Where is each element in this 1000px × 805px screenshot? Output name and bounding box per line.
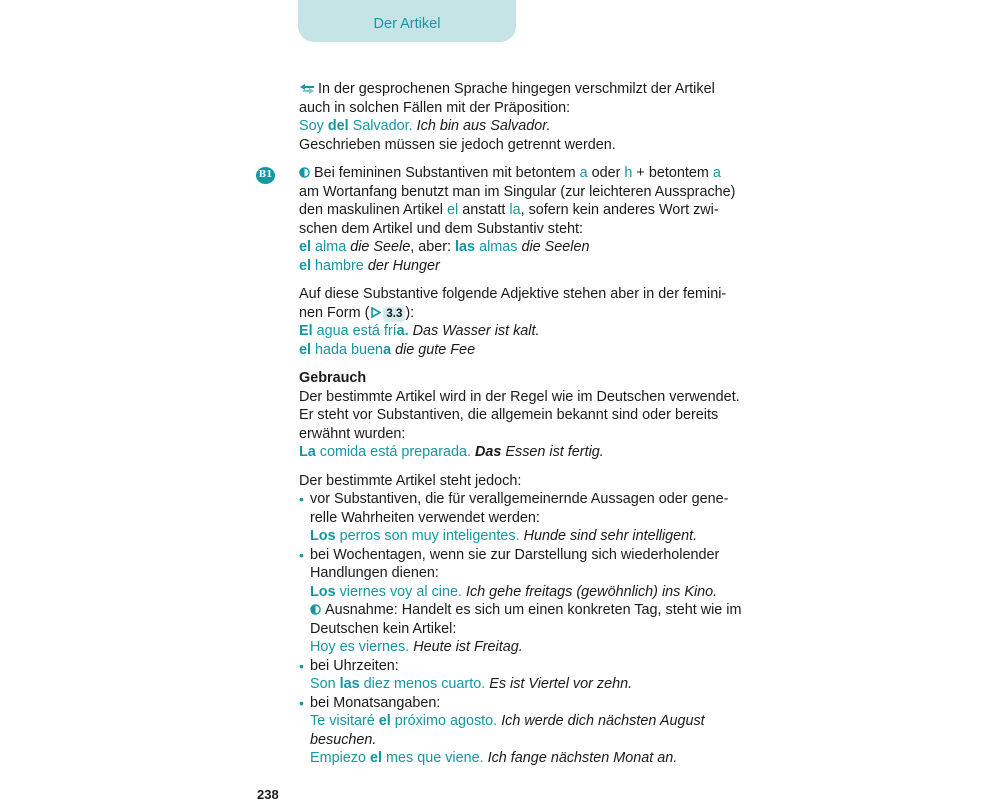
letter-a: a xyxy=(712,165,721,181)
feminine-text: den maskulinen Artikel xyxy=(299,202,443,218)
example-spanish: Son xyxy=(310,676,336,692)
adjectives-paragraph xyxy=(299,285,759,359)
example-german: Ich bin aus Salvador. xyxy=(416,118,551,134)
exception-note xyxy=(310,601,759,620)
example-article: las xyxy=(455,239,476,255)
example-ending: a. xyxy=(396,323,409,339)
feminine-text: Bei femininen Substantiven mit betontem xyxy=(314,165,576,181)
example-german: Ich fange nächsten Monat an. xyxy=(487,750,678,766)
example-article: el xyxy=(299,257,312,274)
example-article: las xyxy=(339,676,360,692)
reference-arrow-icon xyxy=(371,307,381,318)
example-article: el xyxy=(370,750,383,766)
list-item-text: Handlungen dienen: xyxy=(310,565,439,581)
usage-line-2: Er steht vor Substantiven, die allgemein bekannt sind oder bereits xyxy=(299,407,719,423)
example-article: el xyxy=(299,239,312,255)
example-german: besuchen. xyxy=(310,731,377,748)
list-item-example xyxy=(310,712,759,731)
example-german: Das Wasser ist kalt. xyxy=(412,323,540,339)
main-column xyxy=(299,80,759,768)
example-article: El xyxy=(299,323,313,339)
level-badge: B1 xyxy=(256,167,275,184)
list-item-text: bei Uhrzeiten: xyxy=(310,657,399,674)
adjectives-example-2 xyxy=(299,341,759,360)
example-spanish: Empiezo xyxy=(310,750,366,766)
adjectives-text: ): xyxy=(405,304,415,321)
list-item xyxy=(299,694,759,768)
cross-reference-link[interactable]: 3.3 xyxy=(383,307,405,322)
example-spanish: almas xyxy=(479,239,518,255)
example-german: die gute Fee xyxy=(395,341,476,358)
list-item-text: relle Wahrheiten verwendet werden: xyxy=(310,509,540,526)
example-spanish: mes que viene. xyxy=(386,750,484,766)
example-german: die Seelen xyxy=(521,239,590,255)
list-item-example xyxy=(310,749,759,768)
example-german: Essen ist fertig. xyxy=(505,444,604,460)
example-article: del xyxy=(327,118,349,134)
feminine-line-2: am Wortanfang benutzt man im Singular (zur leichteren Aussprache) xyxy=(299,183,736,200)
example-german: die Seele xyxy=(350,239,411,255)
example-german: Es ist Viertel vor zehn. xyxy=(489,676,633,692)
bullet-icon: • xyxy=(299,657,304,674)
contraction-paragraph xyxy=(299,80,759,154)
list-item-example xyxy=(310,583,759,602)
cases-section xyxy=(299,472,759,768)
feminine-text: oder xyxy=(591,165,621,181)
usage-line-3: erwähnt wurden: xyxy=(299,425,406,442)
usage-line-1: Der bestimmte Artikel wird in der Regel wie im Deutschen verwendet. xyxy=(299,388,740,405)
usage-heading: Gebrauch xyxy=(299,370,367,386)
contraction-line-2: auch in solchen Fällen mit der Präposition: xyxy=(299,99,571,116)
example-german: Ich werde dich nächsten August xyxy=(501,713,705,729)
list-item xyxy=(299,546,759,657)
example-article: Los xyxy=(310,528,336,544)
contraction-example xyxy=(299,117,759,136)
example-spanish: alma xyxy=(315,239,347,255)
example-german: Ich gehe freitags (gewöhnlich) ins Kino. xyxy=(465,583,718,600)
example-german: Heute ist Freitag. xyxy=(413,639,523,655)
example-spanish: perros son muy inteligentes. xyxy=(339,528,520,544)
list-item-example xyxy=(310,527,759,546)
example-ending: a xyxy=(383,341,392,358)
bullet-icon: • xyxy=(299,546,304,563)
example-article: el xyxy=(378,713,391,729)
exception-text: Deutschen kein Artikel: xyxy=(310,620,457,637)
list-item-text: bei Wochentagen, wenn sie zur Darstellung sich wiederholender xyxy=(310,546,720,563)
example-spanish: Hoy es viernes. xyxy=(310,639,410,655)
half-circle-icon xyxy=(299,167,310,178)
list-item xyxy=(299,657,759,694)
usage-paragraph xyxy=(299,369,759,462)
adjectives-example-1 xyxy=(299,322,759,341)
chapter-title: Der Artikel xyxy=(373,16,441,32)
adjectives-line-2 xyxy=(299,304,759,323)
contraction-line-1: In der gesprochenen Sprache hingegen verschmilzt der Artikel xyxy=(318,81,715,97)
list-item-text: vor Substantiven, die für verallgemeinernde Aussagen oder gene- xyxy=(310,491,729,507)
example-article: La xyxy=(299,444,316,460)
example-article: el xyxy=(299,341,312,358)
example-spanish: comida está preparada. xyxy=(319,444,471,460)
chapter-tab xyxy=(298,0,516,42)
page-number: 238 xyxy=(257,787,279,802)
list-item-example xyxy=(310,675,759,694)
example-german: Hunde sind sehr intelligent. xyxy=(523,528,698,544)
example-spanish: próximo agosto. xyxy=(394,713,498,729)
example-spanish: agua está frí xyxy=(316,323,397,339)
example-spanish: Te visitaré xyxy=(310,713,375,729)
half-circle-icon xyxy=(310,604,321,615)
list-item-text: bei Monatsangaben: xyxy=(310,694,441,711)
letter-a: a xyxy=(579,165,588,181)
arrow-swap-icon xyxy=(299,84,315,94)
bullet-icon: • xyxy=(299,491,304,507)
list-item xyxy=(299,490,759,546)
feminine-text: , sofern kein anderes Wort zwi- xyxy=(520,202,719,218)
exception-example xyxy=(310,638,759,657)
feminine-example-2 xyxy=(299,257,759,276)
contraction-line-4: Geschrieben müssen sie jedoch getrennt werden. xyxy=(299,136,616,153)
example-spanish: Salvador. xyxy=(352,118,413,134)
adjectives-line-1: Auf diese Substantive folgende Adjektive stehen aber in der femini- xyxy=(299,286,727,302)
feminine-text: , aber: xyxy=(410,239,452,255)
article-la: la xyxy=(509,202,521,218)
example-spanish: viernes voy al cine. xyxy=(339,583,462,600)
letter-h: h xyxy=(624,165,633,181)
feminine-text: + betontem xyxy=(636,165,709,181)
feminine-paragraph xyxy=(299,164,759,275)
article-el: el xyxy=(446,202,459,218)
feminine-line-4: schen dem Artikel und dem Substantiv steht: xyxy=(299,220,583,237)
feminine-line-3 xyxy=(299,201,759,220)
adjectives-text: nen Form ( xyxy=(299,304,370,321)
cases-intro: Der bestimmte Artikel steht jedoch: xyxy=(299,472,522,489)
feminine-example-1 xyxy=(299,238,759,257)
bullet-icon: • xyxy=(299,694,304,711)
example-german-article: Das xyxy=(475,444,502,460)
usage-example xyxy=(299,443,759,462)
example-spanish: diez menos cuarto. xyxy=(363,676,486,692)
example-spanish: hada buen xyxy=(315,341,384,358)
example-spanish: hambre xyxy=(315,257,364,274)
feminine-text: anstatt xyxy=(462,202,506,218)
example-article: Los xyxy=(310,583,336,600)
exception-text: Ausnahme: Handelt es sich um einen konkreten Tag, steht wie im xyxy=(325,602,742,618)
example-spanish: Soy xyxy=(299,118,324,134)
example-german: der Hunger xyxy=(367,257,440,274)
